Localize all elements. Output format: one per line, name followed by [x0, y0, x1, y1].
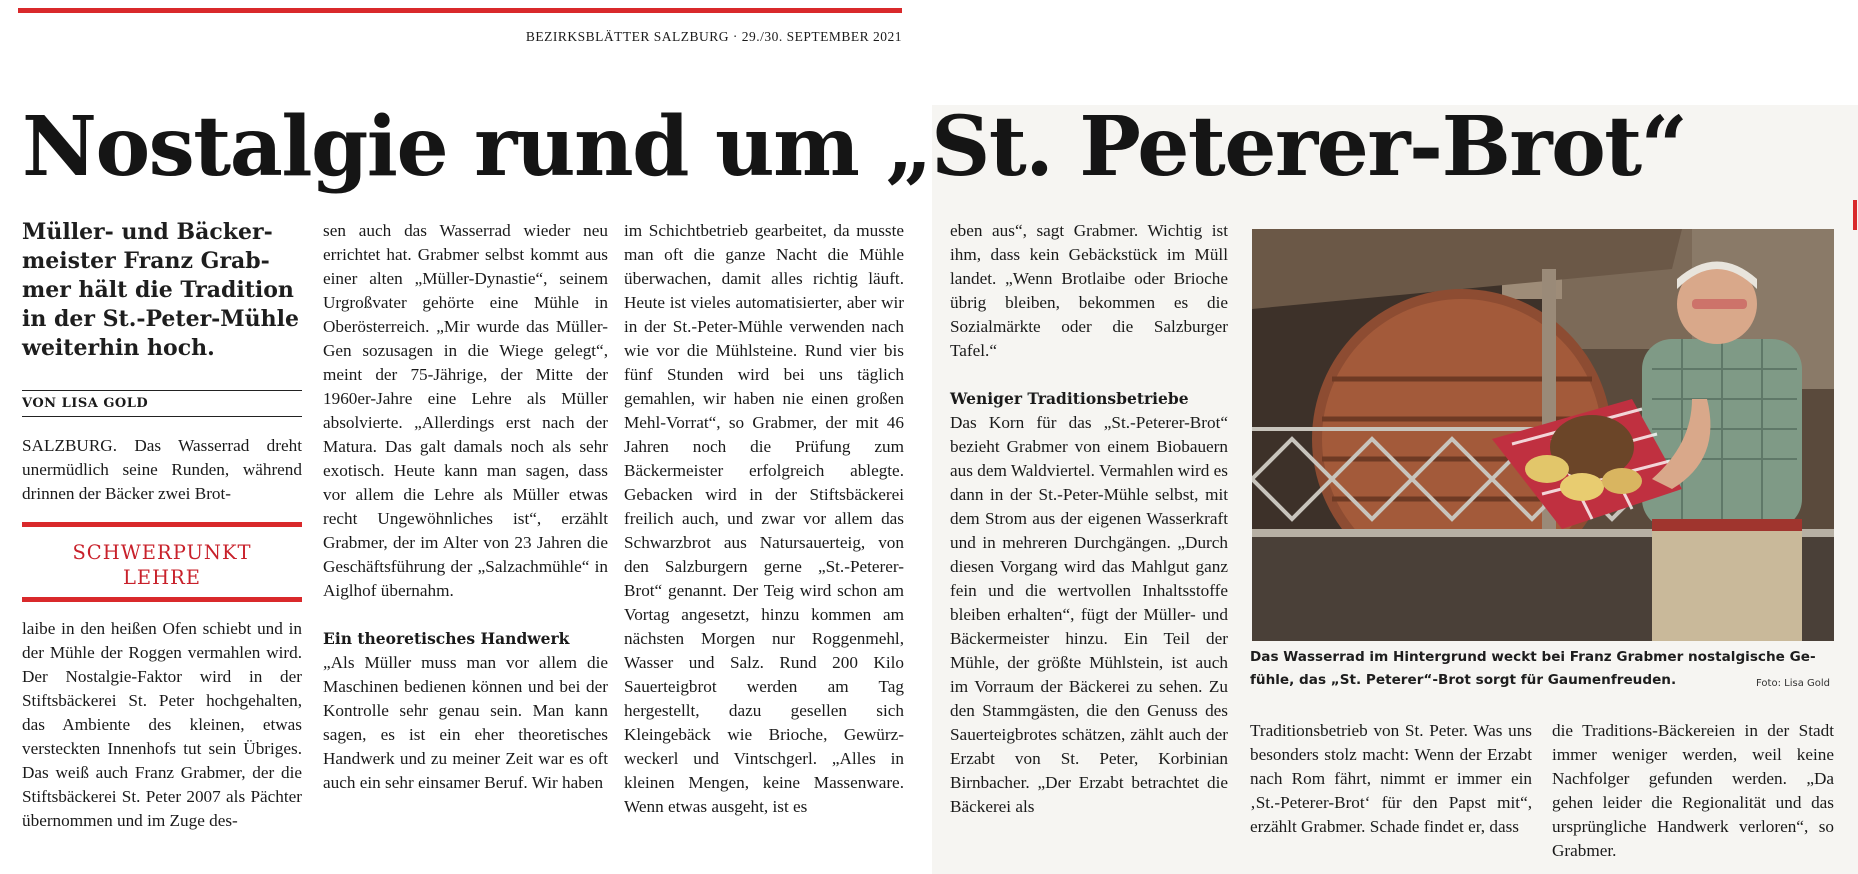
- photo-caption-text: Das Wasserrad im Hintergrund weckt bei Franz Grabmer nostalgische Gefühle, das „St. Peterer“-Brot sorgt für Gaumenfreuden.: [1250, 649, 1816, 688]
- schwerpunkt-line-2: LEHRE: [122, 566, 202, 589]
- edge-red-mark: [1853, 200, 1857, 230]
- intro-paragraph: SALZBURG. Das Wasserrad dreht unermüdlich seine Runden, während drinnen der Bäcker zwei Brot-: [22, 436, 302, 503]
- column-2-paragraph-2: „Als Müller muss man vor allem die Maschinen bedienen können und bei der Kontrolle sehr genau sein. Man kann sagen, es ist ein eher theoretisches Handwerk und zu meiner Zeit war es oft auch ein sehr einsamer Beruf. Wir haben: [323, 653, 608, 792]
- column-2: [323, 219, 608, 795]
- column-4: [950, 219, 1228, 819]
- photo-credit: Foto: Lisa Gold: [1756, 678, 1830, 689]
- column-1-intro: [22, 434, 302, 506]
- column-1-text: [22, 617, 302, 833]
- column-2-paragraph-1: sen auch das Wasserrad wieder neu errichtet hat. Grabmer selbst kommt aus einer alten „Müller-Dynastie“, seinem Urgroßvater gehörte eine Mühle in Oberösterreich. „Mir wurde das Müller-Gen sozusagen in die Wiege gelegt“, meint der 75-Jährige, der Mitte der 1960er-Jahre eine Lehre als Müller absolvierte. „Allerdings erst nach der Matura. Das galt damals noch als sehr exotisch. Heute kann man sagen, dass vor allem die Lehre als Müller etwas recht Ungewöhnliches ist“, erzählt Grabmer, der im Alter von 23 Jahren die Geschäftsführung der „Salzachmühle“ in Aiglhof übernahm.: [323, 221, 608, 600]
- column-6-paragraph: die Traditions-Bäckereien in der Stadt immer weniger werden, weil keine Nachfolger gefunden werden. „Da gehen leider die Regionalität und das ursprüngliche Handwerk verloren“, so Grabmer.: [1552, 721, 1834, 860]
- top-red-rule: [18, 8, 902, 13]
- byline-rule-bottom: [22, 416, 302, 417]
- column-3: [624, 219, 904, 819]
- photo-illustration: [1252, 229, 1834, 641]
- photo-caption: [1250, 646, 1836, 692]
- photo-wasserrad-grabmer: [1252, 229, 1834, 641]
- lead-text: Müller- und Bäckermeister Franz Grabmer hält die Tradition in der St.-Peter-Mühle weiterhin hoch.: [22, 219, 300, 361]
- box-red-rule-top: [22, 522, 302, 527]
- byline-rule-top: [22, 390, 302, 391]
- headline: Nostalgie rund um „St. Peterer-Brot“: [22, 99, 1687, 195]
- byline: VON LISA GOLD: [22, 396, 149, 411]
- schwerpunkt-line-1: SCHWERPUNKT: [72, 541, 252, 564]
- column-4-paragraph-2: Das Korn für das „St.-Peterer-Brot“ bezieht Grabmer von einem Biobauern aus dem Waldviertel. Vermahlen wird es dann in der St.-Peter-Mühle selbst, mit dem Strom aus der eigenen Wasserkraft und in mehreren Durchgängen. „Durch diesen Vorgang wird das Mahlgut ganz fein und die wertvollen Inhaltsstoffe bleiben erhalten“, fügt der Müller- und Bäckermeister hinzu. Ein Teil der Mühle, der größte Mühlstein, ist auch im Vorraum der Bäckerei zu sehen. Zu den Stammgästen, die den Genuss des Sauerteigbrotes schätzen, zählt auch der Erzabt von St. Peter, Korbinian Birnbacher. „Der Erzabt betrachtet die Bäckerei als: [950, 413, 1228, 816]
- box-red-rule-bottom: [22, 597, 302, 602]
- column-3-paragraph: im Schichtbetrieb gearbeitet, da musste man oft die ganze Nacht die Mühle überwachen, damit alles richtig läuft. Heute ist vieles automatisierter, aber wir in der St.-Peter-Mühle verwenden nach wie vor die Mühlsteine. Rund vier bis fünf Stunden wird bei uns täglich gemahlen, wir haben nie einen großen Mehl-Vorrat“, so Grabmer, der mit 46 Jahren noch die Prüfung zum Bäckermeister erfolgreich ablegte. Gebacken wird in der Stiftsbäckerei freilich auch, und zwar vor allem das Schwarzbrot aus Natursauerteig, von den Salzburgern gerne „St.-Peterer-Brot“ genannt. Der Teig wird schon am Vortag angesetzt, hinzu kommen am nächsten Morgen nur Roggenmehl, Wasser und Salz. Rund 200 Kilo Sauerteigbrot werden am Tag hergestellt, dazu gesellen sich Kleingebäck wie Brioche, Gewürzweckerl und Vintschgerl. „Alles in kleinen Mengen, keine Massenware. Wenn etwas ausgeht, ist es: [624, 221, 904, 816]
- schwerpunkt-box: [22, 540, 302, 590]
- column-4-paragraph-1: eben aus“, sagt Grabmer. Wichtig ist ihm, dass kein Gebäckstück im Müll landet. „Wenn Brotlaibe oder Brioche übrig bleiben, bekommen es die Sozialmärkte oder die Salzburger Tafel.“: [950, 221, 1228, 360]
- subhead-theoretisches-handwerk: Ein theoretisches Handwerk: [323, 629, 570, 648]
- column-5-paragraph: Traditionsbetrieb von St. Peter. Was uns besonders stolz macht: Wenn der Erzabt nach Rom fährt, nimmt er immer ein ‚St.-Peterer-Brot‘ für den Papst mit“, erzählt Grabmer. Schade findet er, dass: [1250, 721, 1532, 836]
- column-1-paragraph: laibe in den heißen Ofen schiebt und in der Mühle der Roggen vermahlen wird. Der Nostalgie-Faktor wird in der Stiftsbäckerei St. Peter hochgehalten, das Ambiente des kleinen, etwas versteckten Innenhofs tut sein Übriges. Das weiß auch Franz Grabmer, der die Stiftsbäckerei St. Peter 2007 als Pächter übernommen und im Zuge des-: [22, 619, 302, 830]
- column-6: [1552, 719, 1834, 863]
- subhead-weniger-traditionsbetriebe: Weniger Traditionsbetriebe: [950, 389, 1189, 408]
- masthead: BEZIRKSBLÄTTER SALZBURG · 29./30. SEPTEMBER 2021: [525, 29, 902, 44]
- column-5: [1250, 719, 1532, 839]
